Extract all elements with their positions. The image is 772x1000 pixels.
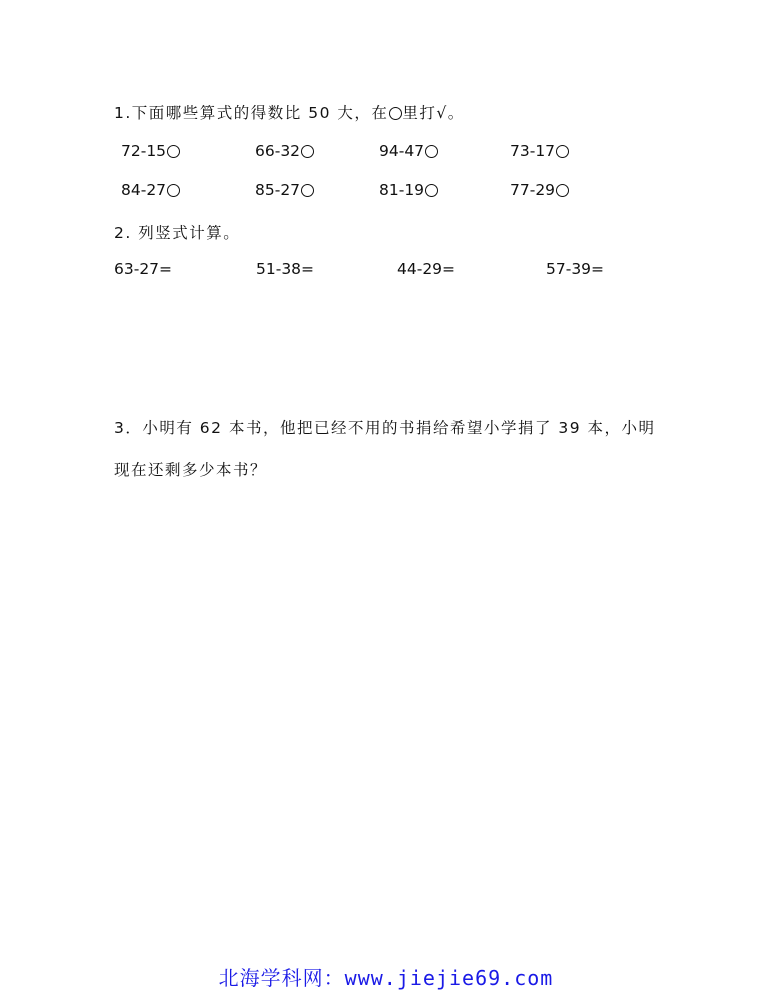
answer-circle-icon[interactable] [167,145,180,158]
answer-circle-icon[interactable] [556,145,569,158]
answer-circle-icon[interactable] [556,184,569,197]
footer-site-name: 北海学科网： [218,966,345,990]
q1-row1-item-2 [255,142,314,160]
q1-row2-item-2 [255,181,314,199]
expression-text: 73-17 [510,142,556,160]
q1-prompt-before: 1.下面哪些算式的得数比 50 大，在 [114,104,389,122]
q1-row2-item-3 [379,181,438,199]
q2-item-3: 44-29= [397,260,456,278]
expression-text: 85-27 [255,181,301,199]
expression-text: 94-47 [379,142,425,160]
q2-prompt: 2. 列竖式计算。 [114,224,241,242]
q1-prompt [114,101,465,123]
q3-line-1: 3．小明有 62 本书，他把已经不用的书捐给希望小学捐了 39 本，小明 [114,419,656,437]
answer-circle-icon[interactable] [301,145,314,158]
expression-text: 81-19 [379,181,425,199]
q2-item-1: 63-27= [114,260,173,278]
q1-prompt-after: 里打√。 [402,104,465,122]
expression-text: 84-27 [121,181,167,199]
q1-row1-item-1 [121,142,180,160]
expression-text: 77-29 [510,181,556,199]
expression-text: 72-15 [121,142,167,160]
q1-row1-item-4 [510,142,569,160]
answer-circle-icon [389,107,402,120]
q2-item-4: 57-39= [546,260,605,278]
answer-circle-icon[interactable] [425,184,438,197]
answer-circle-icon[interactable] [301,184,314,197]
q3-line-2: 现在还剩多少本书？ [114,461,268,479]
q1-row1-item-3 [379,142,438,160]
answer-circle-icon[interactable] [425,145,438,158]
q2-item-2: 51-38= [256,260,315,278]
footer-watermark [0,962,772,991]
expression-text: 66-32 [255,142,301,160]
footer-url[interactable]: www.jiejie69.com [344,966,554,990]
q1-row2-item-1 [121,181,180,199]
answer-circle-icon[interactable] [167,184,180,197]
q1-row2-item-4 [510,181,569,199]
